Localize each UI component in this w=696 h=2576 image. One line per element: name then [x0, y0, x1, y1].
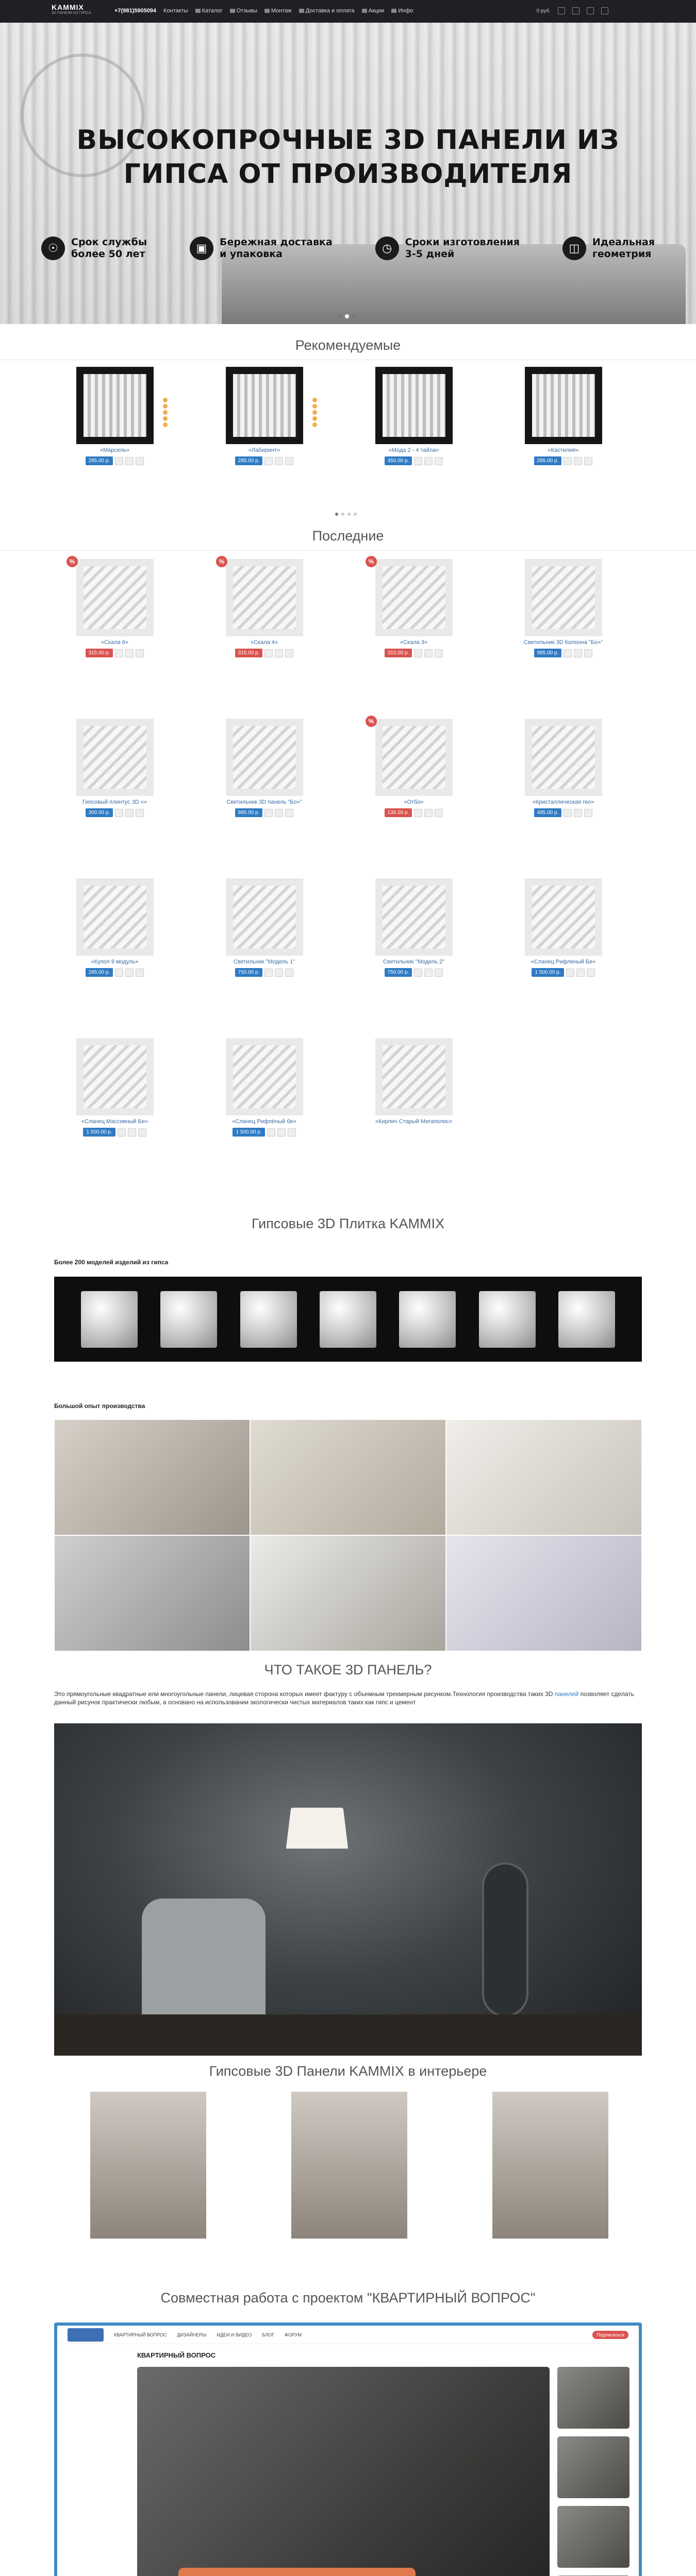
- product-name[interactable]: «Сланец Рифлёный бе»: [232, 1118, 296, 1125]
- product-actions: [518, 649, 608, 657]
- quick-view-icon[interactable]: [584, 457, 592, 465]
- quick-view-icon[interactable]: [136, 969, 144, 977]
- nav-info[interactable]: Инфо: [391, 8, 413, 14]
- what-is-text-1: Это прямоугольные квадратные или многоугольные панели, лицевая сторона которых имеет фактуру с объемным трехмерным рисунком.Технология производства таких 3D: [54, 1690, 555, 1698]
- latest-title: Последние: [312, 528, 384, 544]
- box-icon: ▣: [190, 236, 213, 260]
- quick-view-icon[interactable]: [584, 809, 592, 817]
- quick-view-icon[interactable]: [288, 1128, 296, 1137]
- embedded-logo: [68, 2328, 104, 2342]
- heart-icon[interactable]: [414, 457, 422, 465]
- product-name[interactable]: «Отбо»: [404, 799, 424, 805]
- product-actions: [369, 456, 459, 465]
- what-is-text: [54, 1690, 642, 1706]
- collage-photo: [250, 1419, 446, 1535]
- feature-delivery: [190, 236, 333, 260]
- product-actions: [518, 808, 608, 817]
- interior-photo: [54, 1723, 642, 2056]
- hero-slider-dots: [338, 314, 356, 318]
- product-name[interactable]: «Скала 6»: [101, 639, 129, 646]
- panels-link[interactable]: панелей: [554, 1690, 579, 1698]
- experience-collage: [54, 1419, 642, 1651]
- product-actions: [219, 808, 309, 817]
- carousel-dot[interactable]: [335, 513, 338, 516]
- quick-view-icon[interactable]: [435, 969, 443, 977]
- embedded-main-photo: [137, 2367, 550, 2576]
- product-card[interactable]: [518, 878, 608, 977]
- compare-icon[interactable]: [125, 969, 134, 977]
- embedded-headline: КВАРТИРНЫЙ ВОПРОС: [137, 2351, 216, 2359]
- tile-image: [399, 1291, 456, 1348]
- sale-badge-icon: %: [216, 556, 227, 567]
- panel-texture: [84, 886, 146, 948]
- tile-image: [320, 1291, 376, 1348]
- top-nav: [114, 8, 413, 14]
- add-to-cart-button[interactable]: 985.00 р.: [534, 649, 562, 657]
- panel-texture: [383, 886, 445, 948]
- search-icon[interactable]: [558, 7, 565, 14]
- quick-view-icon[interactable]: [285, 809, 293, 817]
- panel-texture: [532, 886, 595, 948]
- site-logo[interactable]: [52, 3, 113, 20]
- product-image[interactable]: [226, 559, 303, 636]
- product-card[interactable]: [70, 719, 160, 817]
- product-image[interactable]: [525, 878, 602, 956]
- feature-text: Бережная доставка и упаковка: [219, 236, 333, 260]
- product-name[interactable]: Светильник 3D панель "Бо»": [226, 799, 302, 805]
- add-to-cart-button[interactable]: 315.00 р.: [235, 649, 263, 657]
- product-actions: [70, 968, 160, 977]
- compare-icon[interactable]: [574, 649, 582, 657]
- product-actions: [219, 1128, 309, 1137]
- heart-icon[interactable]: [564, 649, 572, 657]
- compare-icon[interactable]: [125, 649, 134, 657]
- panel-texture: [233, 374, 296, 437]
- hero-features: [41, 236, 655, 260]
- slider-dot[interactable]: [338, 314, 342, 318]
- carousel-dot[interactable]: [347, 513, 351, 516]
- product-image[interactable]: [226, 719, 303, 796]
- product-image[interactable]: [76, 559, 154, 636]
- product-name[interactable]: «Сланец Массивный Бе»: [81, 1118, 148, 1125]
- quick-view-icon[interactable]: [136, 809, 144, 817]
- hero-title: [31, 123, 665, 191]
- sale-badge-icon: %: [366, 556, 377, 567]
- add-to-cart-button[interactable]: 135.00 р.: [385, 808, 412, 817]
- clock-icon: ◷: [375, 236, 399, 260]
- star-icon: [312, 410, 317, 415]
- product-card[interactable]: [518, 719, 608, 817]
- product-image[interactable]: [76, 1038, 154, 1115]
- product-name[interactable]: «Купол 9 модуль»: [91, 959, 139, 965]
- star-icon: [163, 398, 168, 402]
- embedded-subscribe: Подписаться: [592, 2331, 628, 2339]
- rating-stars: [163, 398, 168, 427]
- product-card[interactable]: [518, 367, 608, 465]
- product-name[interactable]: «Скала 4»: [250, 639, 278, 646]
- mirror-shape: [482, 1862, 528, 2017]
- add-to-cart-button[interactable]: 1 500.00 р.: [233, 1128, 264, 1137]
- product-card[interactable]: [219, 719, 309, 817]
- user-icon[interactable]: [572, 7, 579, 14]
- heart-icon[interactable]: [414, 969, 422, 977]
- product-name[interactable]: Гипсовый плинтус 3D «»: [82, 799, 147, 805]
- heart-icon[interactable]: [587, 7, 594, 14]
- product-card[interactable]: [369, 719, 459, 817]
- slider-dot[interactable]: [345, 314, 349, 318]
- heart-icon[interactable]: [118, 1128, 126, 1137]
- star-icon: [163, 422, 168, 427]
- logo-tagline: 3D ПАНЕЛИ ИЗ ГИПСА: [52, 11, 91, 15]
- compare-icon[interactable]: [277, 1128, 286, 1137]
- quick-view-icon[interactable]: [587, 969, 595, 977]
- compare-icon[interactable]: [275, 649, 283, 657]
- add-to-cart-button[interactable]: 285.00 р.: [86, 456, 113, 465]
- what-is-text-2: позволяет сделать данный рисунок практически любым, а основано на использовании экологически чистых материалов таких как гипс и цемент: [54, 1690, 634, 1706]
- what-is-title: ЧТО ТАКОЕ 3D ПАНЕЛЬ?: [264, 1662, 432, 1677]
- embedded-site-bar: [57, 2326, 639, 2344]
- carousel-dots: [335, 513, 357, 516]
- collage-photo: [250, 1535, 446, 1651]
- floor-shape: [54, 2014, 642, 2056]
- product-card[interactable]: [369, 1038, 459, 1125]
- product-actions: [70, 1128, 160, 1137]
- nav-catalog[interactable]: Каталог: [195, 8, 223, 14]
- star-icon: [312, 404, 317, 409]
- product-card[interactable]: [219, 367, 309, 465]
- panel-texture: [233, 886, 296, 948]
- product-image[interactable]: [226, 367, 303, 444]
- product-actions: [219, 968, 309, 977]
- nav-install[interactable]: Монтаж: [264, 8, 292, 14]
- quick-view-icon[interactable]: [136, 649, 144, 657]
- carousel-dot[interactable]: [354, 513, 357, 516]
- compare-icon[interactable]: [574, 457, 582, 465]
- product-card[interactable]: [369, 367, 459, 465]
- heart-icon[interactable]: [264, 969, 273, 977]
- embedded-thumb: [557, 2506, 629, 2568]
- nav-sales[interactable]: Акции: [362, 8, 385, 14]
- add-to-cart-button[interactable]: 285.00 р.: [86, 968, 113, 977]
- rating-stars: [312, 398, 318, 427]
- quick-view-icon[interactable]: [435, 809, 443, 817]
- product-name[interactable]: Светильник 3D Колонна "Бо»": [523, 639, 603, 646]
- product-image[interactable]: [375, 559, 453, 636]
- add-to-cart-button[interactable]: 285.00 р.: [534, 456, 562, 465]
- product-image[interactable]: [76, 878, 154, 956]
- collage-photo: [54, 1535, 250, 1651]
- nav-reviews[interactable]: Отзывы: [230, 8, 257, 14]
- panel-texture: [233, 566, 296, 629]
- compare-icon[interactable]: [125, 457, 134, 465]
- slider-dot[interactable]: [352, 314, 356, 318]
- add-to-cart-button[interactable]: 485.00 р.: [534, 808, 562, 817]
- compare-icon[interactable]: [275, 809, 283, 817]
- product-image[interactable]: [375, 878, 453, 956]
- product-card[interactable]: [70, 1038, 160, 1137]
- heart-icon[interactable]: [264, 649, 273, 657]
- compare-icon[interactable]: [275, 969, 283, 977]
- comment-icon: [230, 9, 235, 13]
- panel-texture: [84, 566, 146, 629]
- product-image[interactable]: [76, 719, 154, 796]
- compare-icon[interactable]: [424, 809, 433, 817]
- compare-icon[interactable]: [125, 809, 134, 817]
- logo-text: KAMMIX: [52, 3, 84, 11]
- product-name[interactable]: «Марсель»: [100, 447, 130, 453]
- product-name[interactable]: «Кристаллическая гео»: [532, 799, 594, 805]
- product-image[interactable]: [76, 367, 154, 444]
- embedded-thumb: [557, 2436, 629, 2498]
- interiors-gallery: [0, 2092, 696, 2239]
- product-card[interactable]: [369, 559, 459, 657]
- embedded-nav-item: ДИЗАЙНЕРЫ: [177, 2332, 207, 2337]
- grid-icon: [195, 9, 201, 13]
- quick-view-icon[interactable]: [138, 1128, 146, 1137]
- heart-icon[interactable]: [115, 649, 123, 657]
- compare-icon[interactable]: [574, 809, 582, 817]
- hero-banner: [0, 23, 696, 324]
- product-card[interactable]: [219, 1038, 309, 1137]
- add-to-cart-button[interactable]: 315.00 р.: [86, 649, 113, 657]
- embedded-nav-item: ФОРУМ: [285, 2332, 302, 2337]
- embedded-nav-item: КВАРТИРНЫЙ ВОПРОС: [114, 2332, 167, 2337]
- star-icon: [163, 416, 168, 421]
- divider: [0, 550, 696, 551]
- panel-texture: [233, 726, 296, 789]
- add-to-cart-button[interactable]: 750.00 р.: [385, 968, 412, 977]
- hero-title-line: ВЫСОКОПРОЧНЫЕ 3D ПАНЕЛИ ИЗ: [76, 125, 620, 156]
- compare-icon[interactable]: [275, 457, 283, 465]
- product-actions: [369, 968, 459, 977]
- add-to-cart-button[interactable]: 285.00 р.: [235, 456, 263, 465]
- embedded-nav-item: ИДЕИ И ВИДЕО: [217, 2332, 252, 2337]
- product-name[interactable]: «Скала 3»: [400, 639, 428, 646]
- product-name[interactable]: «Кирпич Старый Мегаполис»: [375, 1118, 453, 1125]
- lamp-shape: [286, 1808, 348, 1849]
- feature-production-time: [375, 236, 520, 260]
- interior-photo[interactable]: [492, 2092, 608, 2239]
- product-image[interactable]: [525, 367, 602, 444]
- add-to-cart-button[interactable]: 300.00 р.: [86, 808, 113, 817]
- product-image[interactable]: [375, 719, 453, 796]
- product-card[interactable]: [70, 367, 160, 465]
- product-actions: [70, 649, 160, 657]
- carousel-dot[interactable]: [341, 513, 344, 516]
- cube-icon: ◫: [562, 236, 586, 260]
- heart-icon[interactable]: [566, 969, 574, 977]
- heart-icon[interactable]: [115, 809, 123, 817]
- add-to-cart-button[interactable]: 450.00 р.: [385, 456, 412, 465]
- product-actions: [369, 808, 459, 817]
- chair-shape: [142, 1899, 266, 2022]
- heart-icon[interactable]: [414, 649, 422, 657]
- heart-icon[interactable]: [267, 1128, 275, 1137]
- quick-view-icon[interactable]: [435, 457, 443, 465]
- product-name[interactable]: «Кастилия»: [548, 447, 579, 453]
- product-image[interactable]: [226, 878, 303, 956]
- add-to-cart-button[interactable]: 985.00 р.: [235, 808, 263, 817]
- tiles-subheading: Более 200 моделей изделий из гипса: [54, 1259, 169, 1266]
- sofa-shape: [178, 2568, 416, 2576]
- add-to-cart-button[interactable]: 750.00 р.: [235, 968, 263, 977]
- panel-texture: [383, 374, 445, 437]
- tag-icon: [362, 9, 367, 13]
- compare-icon[interactable]: [424, 457, 433, 465]
- product-actions: [70, 808, 160, 817]
- heart-icon[interactable]: [115, 457, 123, 465]
- nav-delivery[interactable]: Доставка и оплата: [299, 8, 355, 14]
- panel-texture: [383, 726, 445, 789]
- add-to-cart-button[interactable]: 315.00 р.: [385, 649, 412, 657]
- star-icon: [312, 416, 317, 421]
- panel-texture: [532, 726, 595, 789]
- phone-link[interactable]: +7(981)5905094: [114, 8, 157, 14]
- add-to-cart-button[interactable]: 1 500.00 р.: [83, 1128, 115, 1137]
- interiors-title: Гипсовые 3D Панели KAMMIX в интерьере: [209, 2063, 487, 2079]
- panel-texture: [84, 726, 146, 789]
- top-bar: [0, 0, 696, 23]
- heart-icon[interactable]: [564, 809, 572, 817]
- product-name[interactable]: Светильник "Модель 1": [233, 959, 295, 965]
- product-card[interactable]: [369, 878, 459, 977]
- star-icon: [312, 422, 317, 427]
- product-card[interactable]: [70, 878, 160, 977]
- tile-image: [81, 1291, 138, 1348]
- sale-badge-icon: %: [67, 556, 78, 567]
- nav-contacts[interactable]: Контакты: [163, 8, 188, 14]
- product-actions: [70, 456, 160, 465]
- product-image[interactable]: [375, 367, 453, 444]
- tiles-banner: [54, 1277, 642, 1362]
- quick-view-icon[interactable]: [285, 457, 293, 465]
- embedded-thumb: [557, 2367, 629, 2429]
- interior-photo[interactable]: [291, 2092, 407, 2239]
- product-name[interactable]: Светильник "Модель 2": [383, 959, 445, 965]
- panel-texture: [84, 1045, 146, 1108]
- panel-texture: [233, 1045, 296, 1108]
- product-actions: [518, 968, 608, 977]
- recommended-title: Рекомендуемые: [295, 337, 401, 353]
- quick-view-icon[interactable]: [285, 969, 293, 977]
- star-icon: [163, 404, 168, 409]
- cart-total[interactable]: 0 руб.: [536, 8, 551, 14]
- collab-screenshot: [54, 2323, 642, 2576]
- feature-text: Срок службы более 50 лет: [71, 236, 147, 260]
- product-name[interactable]: «Лабиринт»: [248, 447, 280, 453]
- heart-icon[interactable]: [264, 809, 273, 817]
- experience-subheading: Большой опыт производства: [54, 1402, 145, 1410]
- product-actions: [369, 649, 459, 657]
- feature-text: Сроки изготовления 3-5 дней: [405, 236, 520, 260]
- quick-view-icon[interactable]: [584, 649, 592, 657]
- quick-view-icon[interactable]: [285, 649, 293, 657]
- product-card[interactable]: [219, 878, 309, 977]
- panel-texture: [383, 1045, 445, 1108]
- tile-image: [240, 1291, 297, 1348]
- truck-icon: [299, 9, 304, 13]
- tiles-title: Гипсовые 3D Плитка KAMMIX: [252, 1216, 444, 1231]
- panel-texture: [383, 566, 445, 629]
- feature-geometry: [562, 236, 655, 260]
- hero-title-line: ГИПСА ОТ ПРОИЗВОДИТЕЛЯ: [123, 159, 573, 190]
- heart-icon[interactable]: [414, 809, 422, 817]
- info-icon: [391, 9, 396, 13]
- compare-icon[interactable]: [601, 7, 608, 14]
- product-card[interactable]: [518, 559, 608, 657]
- heart-icon[interactable]: [115, 969, 123, 977]
- tile-image: [479, 1291, 536, 1348]
- collab-title: Совместная работа с проектом "КВАРТИРНЫЙ ВОПРОС": [160, 2290, 536, 2306]
- collage-photo: [446, 1419, 642, 1535]
- product-image[interactable]: [375, 1038, 453, 1115]
- product-card[interactable]: [219, 559, 309, 657]
- panel-texture: [532, 566, 595, 629]
- star-icon: [163, 410, 168, 415]
- compare-icon[interactable]: [424, 969, 433, 977]
- star-icon: [312, 398, 317, 402]
- wrench-icon: [264, 9, 270, 13]
- product-image[interactable]: [525, 559, 602, 636]
- embedded-nav-item: БЛОГ: [262, 2332, 275, 2337]
- compare-icon[interactable]: [424, 649, 433, 657]
- quick-view-icon[interactable]: [435, 649, 443, 657]
- product-actions: [518, 456, 608, 465]
- sale-badge-icon: %: [366, 716, 377, 727]
- feature-text: Идеальная геометрия: [592, 236, 655, 260]
- tile-image: [558, 1291, 615, 1348]
- product-image[interactable]: [226, 1038, 303, 1115]
- quick-view-icon[interactable]: [136, 457, 144, 465]
- compare-icon[interactable]: [128, 1128, 136, 1137]
- add-to-cart-button[interactable]: 1 500.00 р.: [532, 968, 564, 977]
- product-card[interactable]: [70, 559, 160, 657]
- feature-lifetime: [41, 236, 147, 260]
- product-actions: [219, 649, 309, 657]
- shield-icon: ☉: [41, 236, 65, 260]
- interior-photo[interactable]: [90, 2092, 206, 2239]
- panel-texture: [532, 374, 595, 437]
- product-image[interactable]: [525, 719, 602, 796]
- panel-texture: [84, 374, 146, 437]
- heart-icon[interactable]: [264, 457, 273, 465]
- collage-photo: [54, 1419, 250, 1535]
- heart-icon[interactable]: [564, 457, 572, 465]
- tile-image: [160, 1291, 217, 1348]
- compare-icon[interactable]: [576, 969, 585, 977]
- product-name[interactable]: «Мода 2 - 4 тайла»: [388, 447, 439, 453]
- collage-photo: [446, 1535, 642, 1651]
- header-tools: [537, 7, 608, 14]
- product-name[interactable]: «Сланец Рифленый Бе»: [531, 959, 596, 965]
- product-actions: [219, 456, 309, 465]
